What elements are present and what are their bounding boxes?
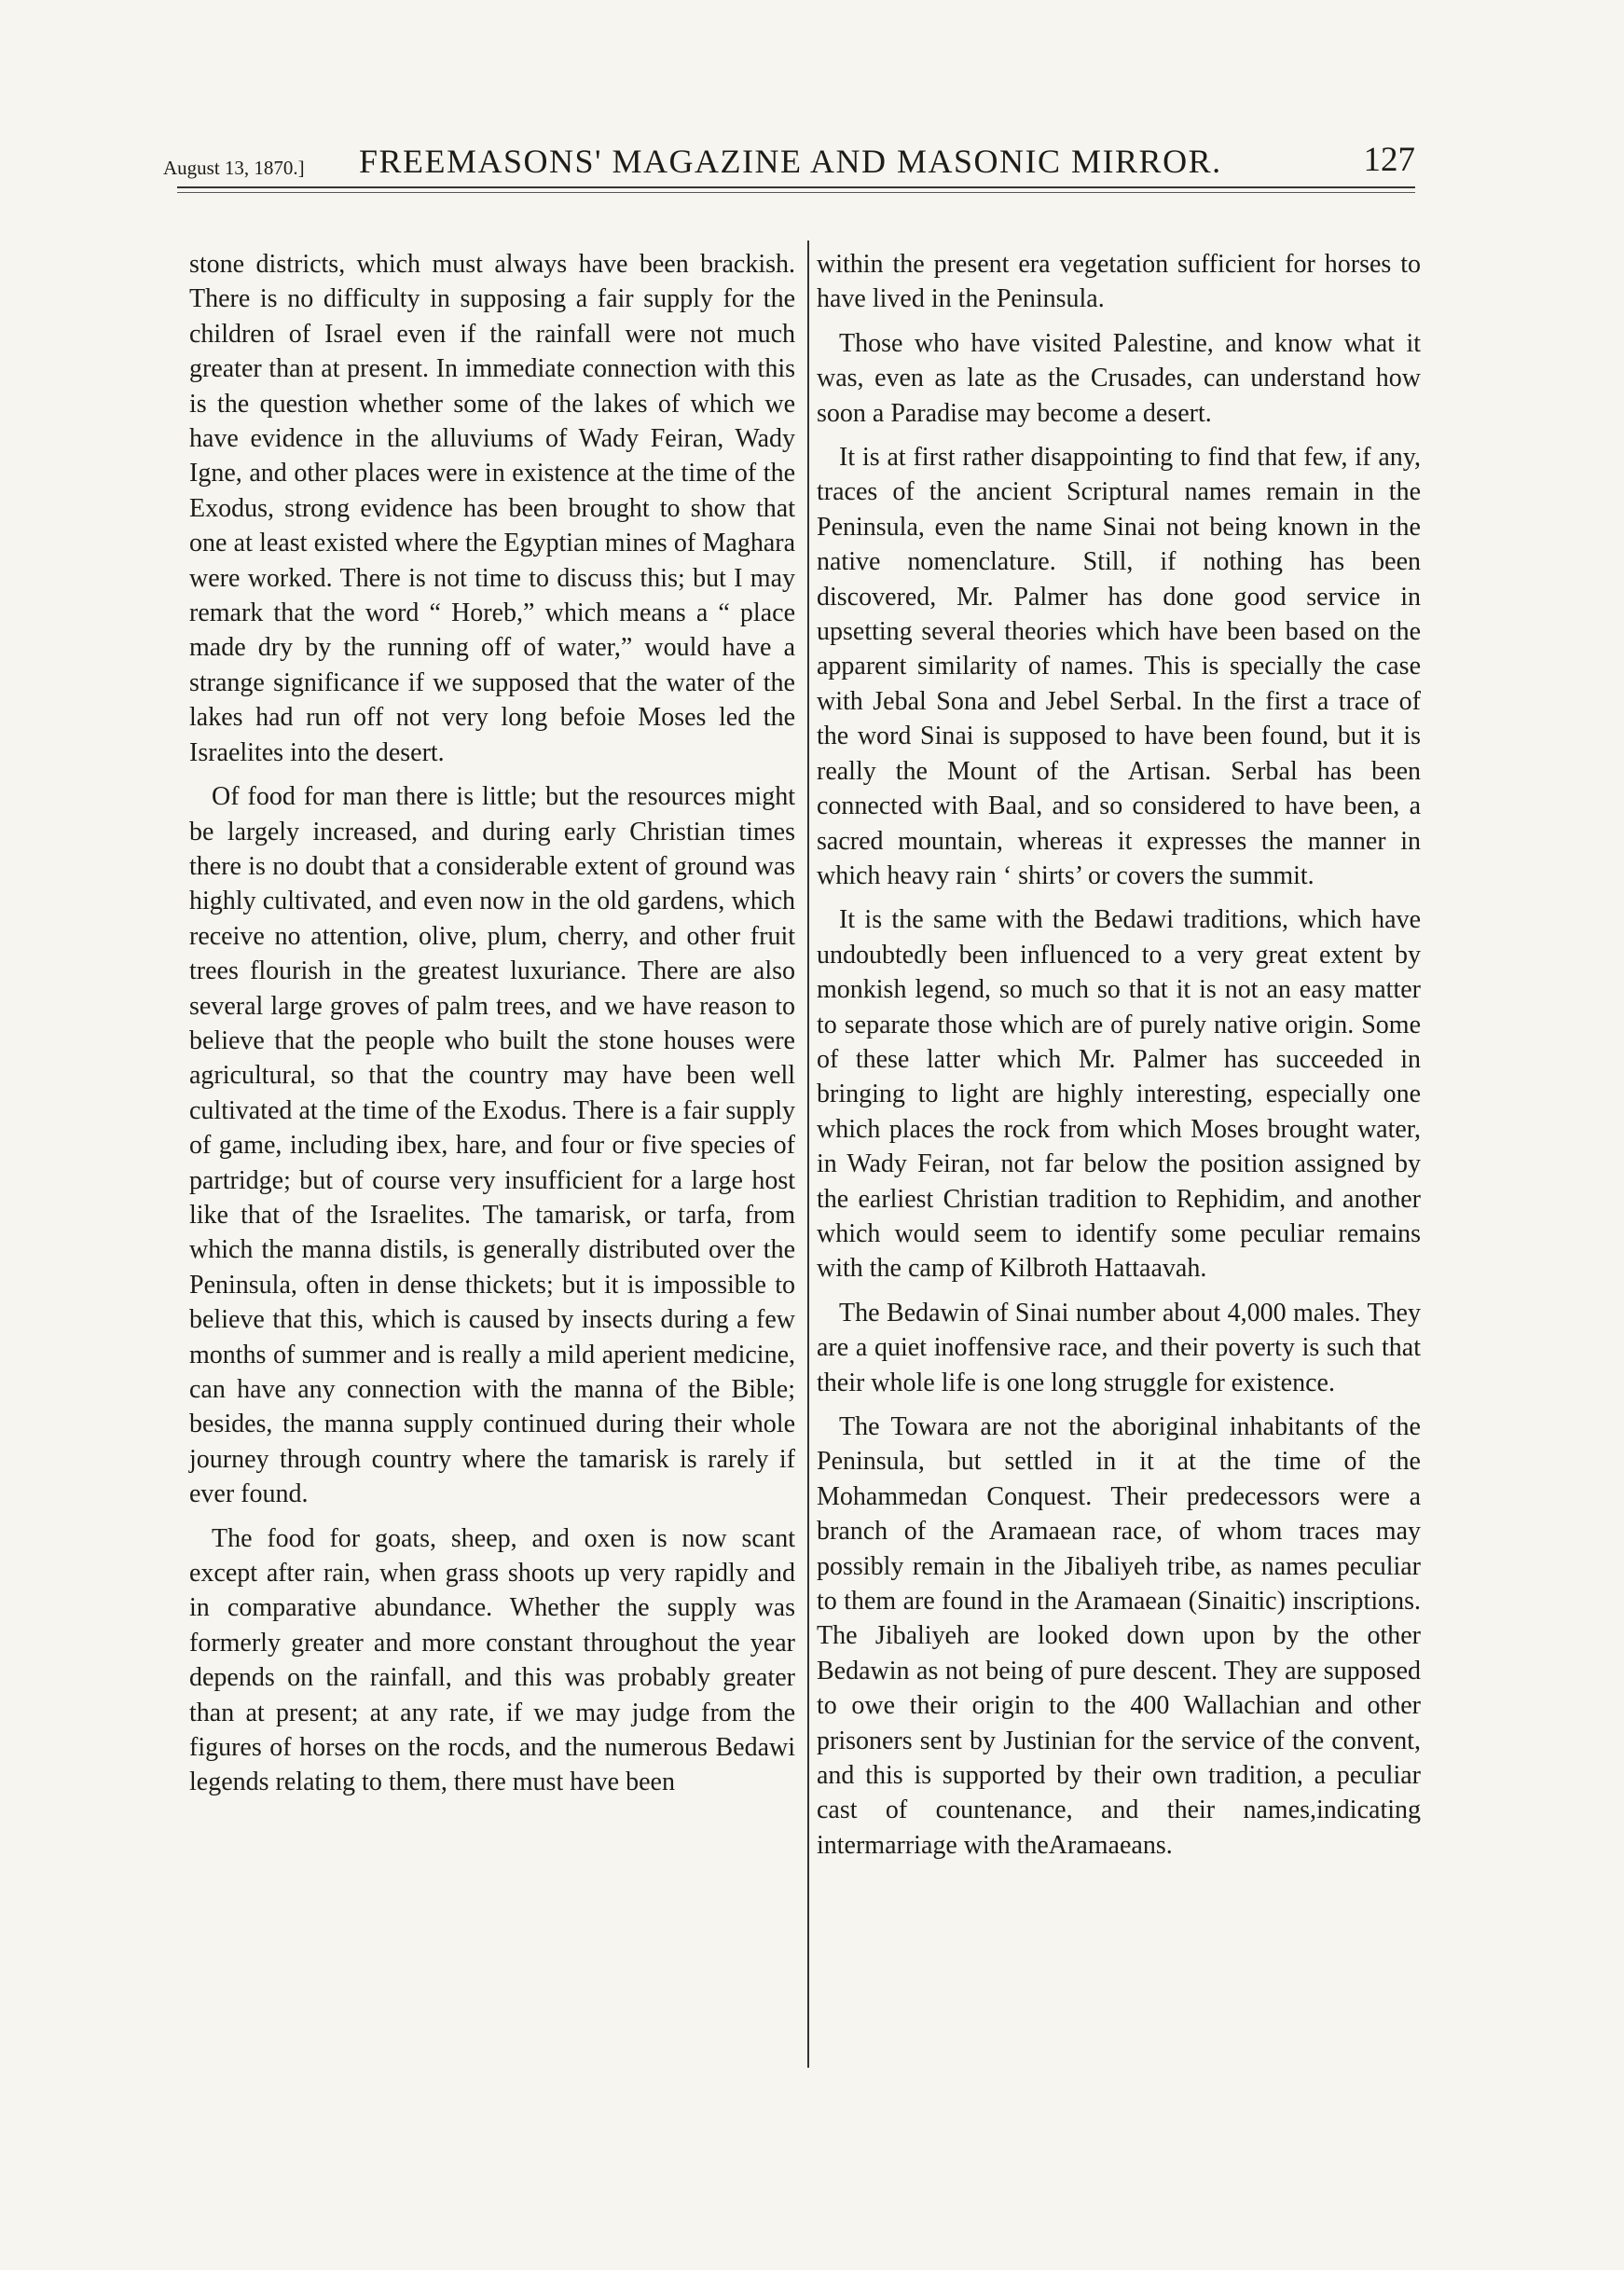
paragraph: The food for goats, sheep, and oxen is now scant except after rain, when grass shoots up very rapidly and in comparative abundance. Whether the supply was formerly greater and more constant throughout the year depends on the rainfall, and this was probably greater than at present; at any rate, if we may judge from the figures of horses on the rocds, and the numerous Bedawi legends relating to them, there must have been	[189, 1523, 795, 1797]
header-rule-thin	[177, 192, 1415, 193]
paragraph: The Towara are not the aboriginal inhabitants of the Peninsula, but settled in it at the time of the Mohammedan Conquest. Their predecessors were a branch of the Aramaean race, of whom traces may possibly remain in the Jibaliyeh tribe, as names peculiar to them are found in the Aramaean (Sinaitic) inscriptions. The Jibaliyeh are looked down upon by the other Bedawin as not being of pure descent. They are supposed to owe their origin to the 400 Wallachian and other prisoners sent by Justinian for the service of the convent, and this is supported by their own tradition, a peculiar cast of countenance, and their names,indicating intermarriage with theAramaeans.	[817, 1412, 1421, 1860]
column-divider	[807, 241, 809, 2068]
page-number: 127	[1363, 141, 1415, 179]
left-column	[189, 247, 795, 1800]
issue-date: August 13, 1870.]	[163, 157, 305, 179]
paragraph: It is at first rather disappointing to find that few, if any, traces of the ancient Scriptural names remain in the Peninsula, even the name Sinai not being known in the native nomenclature. Still, if nothing has been discovered, Mr. Palmer has done good service in upsetting several theories which have been based on the apparent similarity of names. This is specially the case with Jebal Sona and Jebel Serbal. In the first a trace of the word Sinai is supposed to have been found, but it is really the Mount of the Artisan. Serbal has been connected with Baal, and so considered to have been, a sacred mountain, whereas it expresses the manner in which heavy rain ‘ shirts’ or covers the summit.	[817, 443, 1421, 890]
magazine-title: FREEMASONS' MAGAZINE AND MASONIC MIRROR.	[359, 143, 1222, 180]
page-header	[163, 119, 1415, 180]
header-rule	[177, 186, 1415, 188]
paragraph: The Bedawin of Sinai number about 4,000 males. They are a quiet inoffensive race, and their poverty is such that their whole life is one long struggle for existence.	[817, 1298, 1421, 1397]
paragraph: It is the same with the Bedawi traditions, which have undoubtedly been influenced to a very great extent by monkish legend, so much so that it is not an easy matter to separate those which are of purely native origin. Some of these latter which Mr. Palmer has succeeded in bringing to light are highly interesting, especially one which places the rock from which Moses brought water, in Wady Feiran, not far below the position assigned by the earliest Christian tradition to Rephidim, and another which would seem to identify some peculiar remains with the camp of Kilbroth Hattaavah.	[817, 905, 1421, 1284]
paragraph: Those who have visited Palestine, and know what it was, even as late as the Crusades, can understand how soon a Paradise may become a desert.	[817, 328, 1421, 428]
paragraph: within the present era vegetation sufficient for horses to have lived in the Peninsula.	[817, 250, 1421, 314]
paragraph: stone districts, which must always have been brackish. There is no difficulty in supposing a fair supply for the children of Israel even if the rainfall were not much greater than at present. In immediate connection with this is the question whether some of the lakes of which we have evidence in the alluviums of Wady Feiran, Wady Igne, and other places were in existence at the time of the Exodus, strong evidence has been brought to show that one at least existed where the Egyptian mines of Maghara were worked. There is not time to discuss this; but I may remark that the word “ Horeb,” which means a “ place made dry by the running off of water,” would have a strange significance if we supposed that the water of the lakes had run off not very long befoie Moses led the Israelites into the desert.	[189, 250, 795, 767]
right-column	[817, 247, 1421, 1863]
paragraph: Of food for man there is little; but the resources might be largely increased, and during early Christian times there is no doubt that a considerable extent of ground was highly cultivated, and even now in the old gardens, which receive no attention, olive, plum, cherry, and other fruit trees flourish in the greatest luxuriance. There are also several large groves of palm trees, and we have reason to believe that the people who built the stone houses were agricultural, so that the country may have been well cultivated at the time of the Exodus. There is a fair supply of game, including ibex, hare, and four or five species of partridge; but of course very insufficient for a large host like that of the Israelites. The tamarisk, or tarfa, from which the manna distils, is generally distributed over the Peninsula, often in dense thickets; but it is impossible to believe that this, which is caused by insects during a few months of summer and is really a mild aperient medicine, can have any connection with the manna of the Bible; besides, the manna supply continued during their whole journey through country where the tamarisk is rarely if ever found.	[189, 782, 795, 1509]
